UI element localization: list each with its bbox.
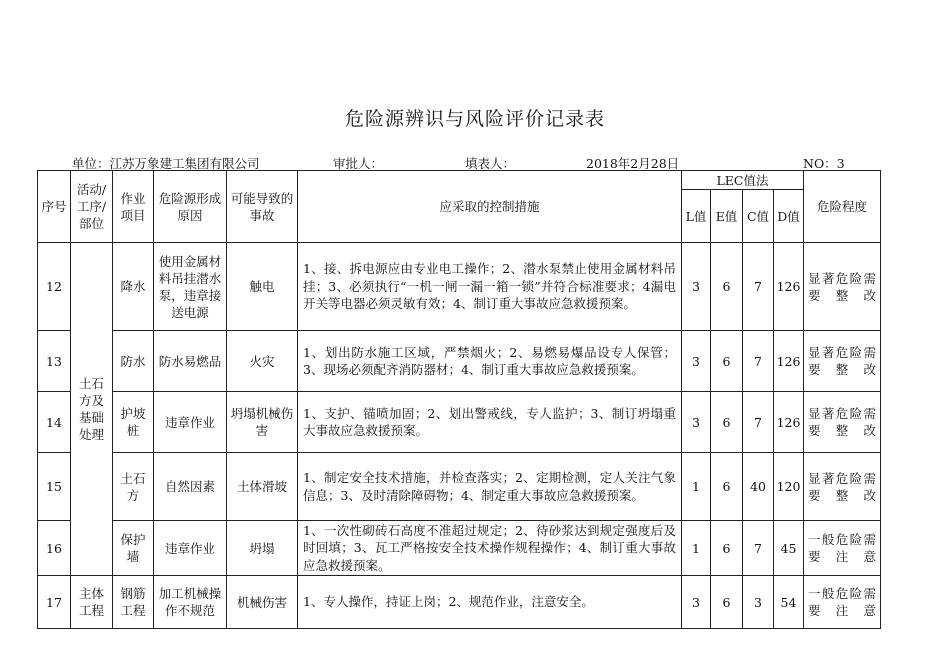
- accident-cell: 坍塌机械伤害: [227, 392, 298, 453]
- e-value: 6: [711, 243, 743, 331]
- e-value: 6: [711, 521, 743, 576]
- date-label: 2018年2月28日: [586, 156, 680, 171]
- seq-cell: 13: [38, 331, 71, 392]
- cause-cell: 违章作业: [154, 521, 227, 576]
- d-value: 120: [774, 453, 804, 521]
- accident-cell: 机械伤害: [227, 576, 298, 629]
- header-work-item: 作业项目: [113, 171, 154, 243]
- table-row: [38, 453, 881, 521]
- hazard-level-cell: 显著危险需要整改: [804, 243, 881, 331]
- header-accident: 可能导致的事故: [227, 171, 298, 243]
- header-seq: 序号: [38, 171, 71, 243]
- activity-group-cell: 土石方及基础处理: [71, 243, 113, 576]
- d-value: 126: [774, 243, 804, 331]
- cause-cell: 加工机械操作不规范: [154, 576, 227, 629]
- l-value: 3: [682, 331, 711, 392]
- measures-cell: 1、划出防水施工区域，严禁烟火；2、易燃易爆品设专人保管；3、现场必须配齐消防器材；4、制订重大事故应急救援预案。: [298, 331, 682, 392]
- measures-cell: 1、一次性砌砖石高度不准超过规定；2、待砂浆达到规定强度后及时回填；3、瓦工严格按安全技术操作规程操作；4、制订重大事故应急救援预案。: [298, 521, 682, 576]
- l-value: 1: [682, 521, 711, 576]
- c-value: 40: [743, 453, 774, 521]
- table-row: [38, 392, 881, 453]
- hazard-level-cell: 显著危险需要整改: [804, 392, 881, 453]
- d-value: 54: [774, 576, 804, 629]
- seq-cell: 15: [38, 453, 71, 521]
- hazard-level-cell: 显著危险需要整改: [804, 331, 881, 392]
- header-level: 危险程度: [804, 171, 881, 243]
- approver-label: 审批人：: [333, 156, 384, 171]
- c-value: 7: [743, 521, 774, 576]
- work-item-cell: 护坡桩: [113, 392, 154, 453]
- table-row: [38, 576, 881, 629]
- c-value: 7: [743, 331, 774, 392]
- e-value: 6: [711, 331, 743, 392]
- c-value: 7: [743, 392, 774, 453]
- cause-cell: 防水易燃品: [154, 331, 227, 392]
- cause-cell: 使用金属材料吊挂潜水泵，违章接送电源: [154, 243, 227, 331]
- header-l: L值: [682, 190, 711, 243]
- l-value: 3: [682, 243, 711, 331]
- measures-cell: 1、制定安全技术措施，并检查落实；2、定期检测，定人关注气象信息；3、及时清除障碍物；4、制定重大事故应急救援预案。: [298, 453, 682, 521]
- work-item-cell: 降水: [113, 243, 154, 331]
- d-value: 45: [774, 521, 804, 576]
- d-value: 126: [774, 392, 804, 453]
- l-value: 1: [682, 453, 711, 521]
- accident-cell: 土体滑坡: [227, 453, 298, 521]
- d-value: 126: [774, 331, 804, 392]
- hazard-level-cell: 显著危险需要整改: [804, 453, 881, 521]
- measures-cell: 1、专人操作，持证上岗；2、规范作业，注意安全。: [298, 576, 682, 629]
- e-value: 6: [711, 392, 743, 453]
- work-item-cell: 钢筋工程: [113, 576, 154, 629]
- table-row: [38, 521, 881, 576]
- seq-cell: 16: [38, 521, 71, 576]
- l-value: 3: [682, 576, 711, 629]
- measures-cell: 1、接、拆电源应由专业电工操作；2、潜水泵禁止使用金属材料吊挂；3、必须执行“一机一闸一漏一箱一锁”并符合标准要求；4漏电开关等电器必须灵敏有效；4、制订重大事故应急救援预案。: [298, 243, 682, 331]
- seq-cell: 12: [38, 243, 71, 331]
- header-lec: LEC值法: [682, 171, 804, 190]
- measures-cell: 1、支护、锚喷加固；2、划出警戒线，专人监护；3、制订坍塌重大事故应急救援预案。: [298, 392, 682, 453]
- header-cause: 危险源形成原因: [154, 171, 227, 243]
- header-measures: 应采取的控制措施: [298, 171, 682, 243]
- header-e: E值: [711, 190, 743, 243]
- table-row: [38, 331, 881, 392]
- seq-cell: 17: [38, 576, 71, 629]
- cause-cell: 自然因素: [154, 453, 227, 521]
- header-activity: 活动/工序/部位: [71, 171, 113, 243]
- work-item-cell: 保护墙: [113, 521, 154, 576]
- accident-cell: 坍塌: [227, 521, 298, 576]
- c-value: 3: [743, 576, 774, 629]
- work-item-cell: 土石方: [113, 453, 154, 521]
- e-value: 6: [711, 453, 743, 521]
- l-value: 3: [682, 392, 711, 453]
- unit-label: 单位：江苏万象建工集团有限公司: [72, 156, 260, 171]
- c-value: 7: [743, 243, 774, 331]
- activity-group-cell: 主体工程: [71, 576, 113, 629]
- form-number: NO：3: [803, 156, 845, 171]
- accident-cell: 火灾: [227, 331, 298, 392]
- filler-label: 填表人：: [465, 156, 516, 171]
- header-c: C值: [743, 190, 774, 243]
- seq-cell: 14: [38, 392, 71, 453]
- risk-table: [37, 170, 881, 629]
- cause-cell: 违章作业: [154, 392, 227, 453]
- e-value: 6: [711, 576, 743, 629]
- hazard-level-cell: 一般危险需要注意: [804, 521, 881, 576]
- header-d: D值: [774, 190, 804, 243]
- accident-cell: 触电: [227, 243, 298, 331]
- work-item-cell: 防水: [113, 331, 154, 392]
- hazard-level-cell: 一般危险需要注意: [804, 576, 881, 629]
- table-row: [38, 243, 881, 331]
- page-title: 危险源辨识与风险评价记录表: [344, 108, 605, 130]
